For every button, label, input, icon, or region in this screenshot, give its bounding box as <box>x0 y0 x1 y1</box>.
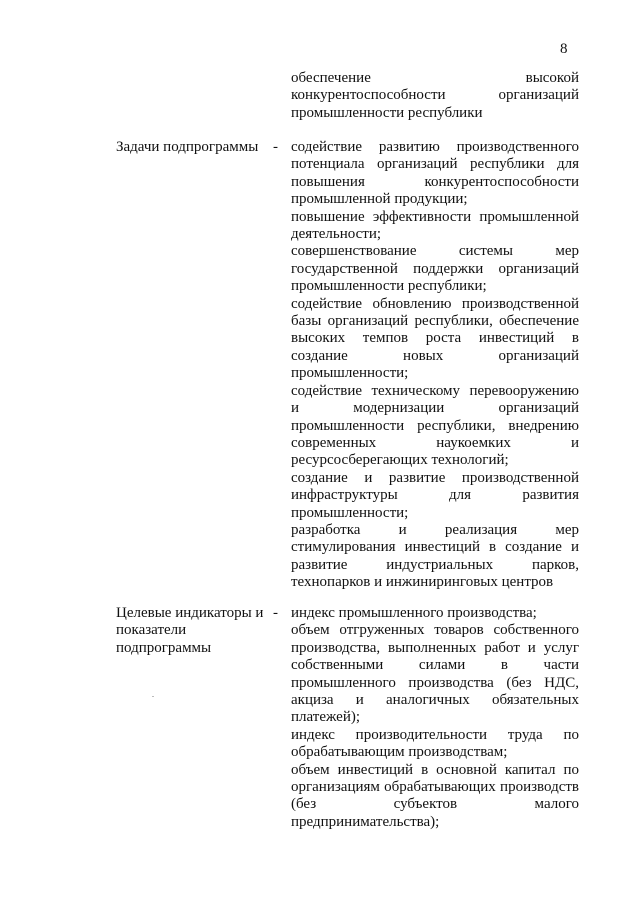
section-label-tasks: Задачи подпрограммы <box>116 139 259 155</box>
tasks-list <box>291 139 579 592</box>
intro-paragraph <box>291 70 579 122</box>
section-label-indicators: Целевые индикаторы и показатели подпрограммы <box>116 605 264 656</box>
list-item: создание и развитие производственной инфраструктуры для развития промышленности; <box>291 469 579 521</box>
list-item: содействие техническому перевооружению и модернизации организаций промышленности республики, внедрению современных наукоемких и ресурсосберегающих технологий; <box>291 382 579 469</box>
list-item: индекс производительности труда по обрабатывающим производствам; <box>291 726 579 761</box>
intro-text: обеспечение высокой конкурентоспособности организаций промышленности республики <box>291 70 579 121</box>
scan-speck <box>152 696 154 697</box>
list-item: индекс промышленного производства; <box>291 605 537 621</box>
list-item: совершенствование системы мер государственной поддержки организаций промышленности республики; <box>291 243 579 295</box>
list-item: повышение эффективности промышленной деятельности; <box>291 208 579 243</box>
list-item: содействие развитию производственного потенциала организаций республики для повышения конкурентоспособности промышленной продукции; <box>291 139 579 208</box>
list-item: содействие обновлению производственной базы организаций республики, обеспечение высоких темпов роста инвестиций в создание новых организаций промышленности; <box>291 295 579 382</box>
dash-separator: - <box>273 139 278 155</box>
list-item: объем отгруженных товаров собственного производства, выполненных работ и услуг собственными силами в части промышленного производства (без НДС, акциза и аналогичных обязательных платежей); <box>291 622 579 726</box>
dash-separator: - <box>273 605 278 621</box>
list-item: объем инвестиций в основной капитал по организациям обрабатывающих производств (без субъектов малого предпринимательства); <box>291 761 579 830</box>
page-number: 8 <box>560 41 568 57</box>
indicators-list <box>291 605 579 831</box>
list-item: разработка и реализация мер стимулирования инвестиций в создание и развитие индустриальных парков, технопарков и инжиниринговых центров <box>291 521 579 591</box>
